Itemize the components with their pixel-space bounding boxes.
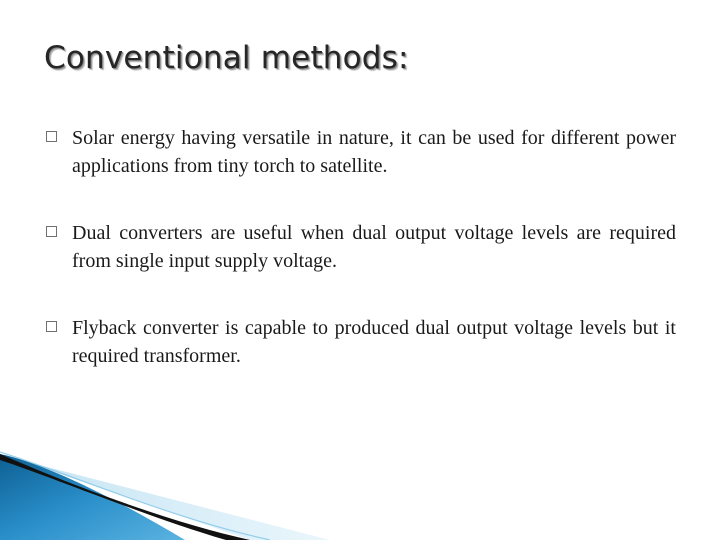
bullet-item [46,314,676,370]
slide-title: Conventional methods: [44,40,409,76]
bullet-list [46,124,676,370]
checkbox-square-icon [46,226,57,237]
bullet-item [46,124,676,180]
checkbox-square-icon [46,131,57,142]
bullet-item [46,219,676,275]
corner-swoosh-decoration [0,440,720,540]
checkbox-square-icon [46,321,57,332]
bullet-text: Flyback converter is capable to produced dual output voltage levels but it required transformer. [72,317,676,367]
bullet-text: Solar energy having versatile in nature, it can be used for different power applications from tiny torch to satellite. [72,127,676,177]
bullet-text: Dual converters are useful when dual output voltage levels are required from single input supply voltage. [72,222,676,272]
